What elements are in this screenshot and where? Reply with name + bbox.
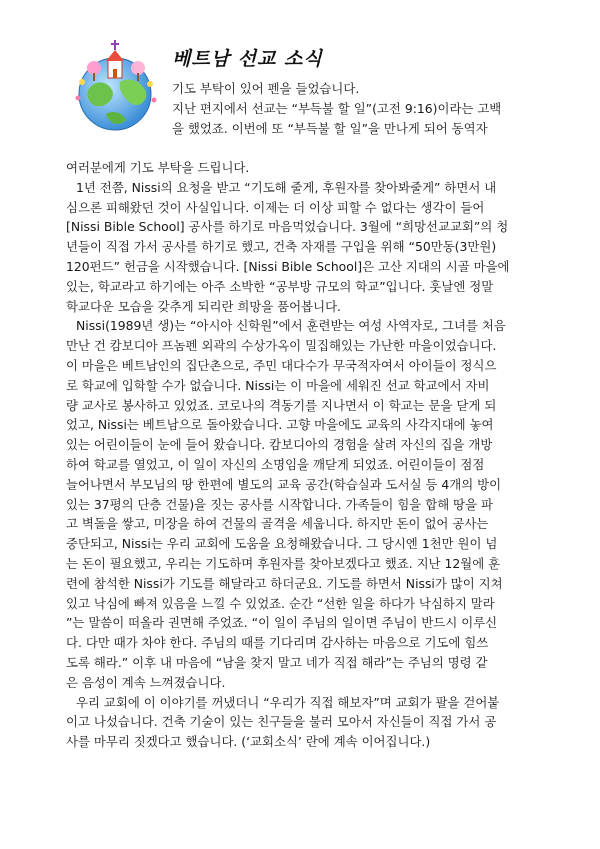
body-line: 있는 어린이들이 눈에 들어 왔습니다. 캄보디아의 경험을 살려 자신의 집을 개방 bbox=[66, 437, 493, 453]
intro-line: 을 했었죠. 이번에 또 “부득불 할 일”을 만나게 되어 동역자 bbox=[172, 120, 488, 136]
intro-paragraph bbox=[172, 79, 544, 138]
body-line: 우리 교회에 이 이야기를 꺼냈더니 “우리가 직접 해보자”며 교회가 팔을 걷어붙 bbox=[76, 694, 500, 710]
intro-line: 기도 부탁이 있어 펜을 들었습니다. bbox=[172, 81, 360, 96]
body-line: 도록 해라.” 이후 내 마음에 “남을 찾지 말고 네가 직접 해라”는 주님의 명령 같 bbox=[66, 654, 488, 670]
body-line: 있는, 학교라고 하기에는 아주 소박한 “공부방 규모의 학교”입니다. 훗날엔 정말 bbox=[66, 278, 494, 294]
body-line: 사를 마무리 짓겠다고 했습니다. (‘교회소식’ 란에 계속 이어집니다.) bbox=[66, 734, 431, 750]
body-line: 이고 나섰습니다. 건축 기술이 있는 친구들을 불러 모아서 자신들이 직접 가서 공 bbox=[66, 714, 497, 730]
body-line: 1년 전쯤, Nissi의 요청을 받고 “기도해 줄게, 후원자를 찾아봐줄게” 하면서 내 bbox=[76, 179, 497, 195]
body-line: Nissi(1989년 생)는 “아시아 신학원”에서 훈련받는 여성 사역자로, 그녀를 처음 bbox=[76, 318, 506, 334]
globe-church-icon bbox=[66, 38, 164, 134]
body-line: 은 음성이 계속 느껴졌습니다. bbox=[66, 674, 226, 690]
body-line: 학교다운 모습을 갖추게 되리란 희망을 품어봅니다. bbox=[66, 298, 341, 314]
body-line: 여러분에게 기도 부탁을 드립니다. bbox=[66, 160, 250, 175]
body-line: 만난 건 캄보디아 프놈펜 외곽의 수상가옥이 밀집해있는 가난한 마을이었습니다. bbox=[66, 338, 497, 354]
body-line: 었고, Nissi는 베트남으로 돌아왔습니다. 고향 마을에도 교육의 사각지대에 놓여 bbox=[66, 417, 494, 433]
body-line: 는 돈이 필요했고, 우리는 기도하며 후원자를 찾아보겠다고 했죠. 지난 12월에 훈 bbox=[66, 555, 501, 571]
body-line: 늘어나면서 부모님의 땅 한편에 별도의 교육 공간(학습실과 도서실 등 4개의 방이 bbox=[66, 476, 502, 492]
body-line: 로 학교에 입학할 수가 없습니다. Nissi는 이 마을에 세워진 선교 학교에서 자비 bbox=[66, 377, 490, 393]
body-line: 고 벽돌을 쌓고, 미장을 하여 건물의 골격을 세웁니다. 하지만 돈이 없어 공사는 bbox=[66, 516, 489, 532]
body-line: 있고 낙심에 빠져 있음을 느낄 수 있었죠. 순간 “선한 일을 하다가 낙심하지 말라 bbox=[66, 595, 495, 611]
body-line: ”는 말씀이 떠올라 권면해 주었죠. “이 일이 주님의 일이면 주님이 반드시 이루신 bbox=[66, 615, 498, 631]
body-line: 120펀드” 헌금을 시작했습니다. [Nissi Bible School]은 고산 지대의 시골 마을에 bbox=[66, 258, 510, 274]
body-line: 심으론 피해왔던 것이 사실입니다. 이제는 더 이상 피할 수 없다는 생각이 들어 bbox=[66, 199, 485, 215]
body-line: [Nissi Bible School] 공사를 하기로 마음먹었습니다. 3월에 “희망선교교회”의 청 bbox=[66, 219, 509, 235]
body-line: 다. 다만 때가 차야 한다. 주님의 때를 기다리며 감사하는 마음으로 기도에 힘쓰 bbox=[66, 635, 489, 651]
intro-line: 지난 편지에서 선교는 “부득불 할 일”(고전 9:16)이라는 고백 bbox=[172, 100, 502, 116]
body-line: 량 교사로 봉사하고 있었죠. 코로나의 격동기를 지나면서 이 학교는 문을 닫게 되 bbox=[66, 397, 497, 413]
body-line: 있는 37평의 단층 건물)을 짓는 공사를 시작합니다. 가족들이 힘을 합해 땅을 파 bbox=[66, 496, 493, 512]
article-body bbox=[66, 158, 546, 752]
body-line: 하여 학교를 열었고, 이 일이 자신의 소명임을 깨닫게 되었죠. 어린이들이 점점 bbox=[66, 456, 485, 472]
article-title: 베트남 선교 소식 bbox=[172, 48, 323, 70]
body-line: 련에 참석한 Nissi가 기도를 해달라고 하더군요. 기도를 하면서 Nissi가 많이 지쳐 bbox=[66, 575, 503, 591]
body-line: 년들이 직접 가서 공사를 하기로 했고, 건축 자재를 구입을 위해 “50만동(3만원) bbox=[66, 239, 497, 255]
body-line: 이 마을은 베트남인의 집단촌으로, 주민 대다수가 무국적자여서 아이들이 정식으 bbox=[66, 357, 497, 373]
body-line: 중단되고, Nissi는 우리 교회에 도움을 요청해왔습니다. 그 당시엔 1천만 원이 넘 bbox=[66, 536, 498, 552]
